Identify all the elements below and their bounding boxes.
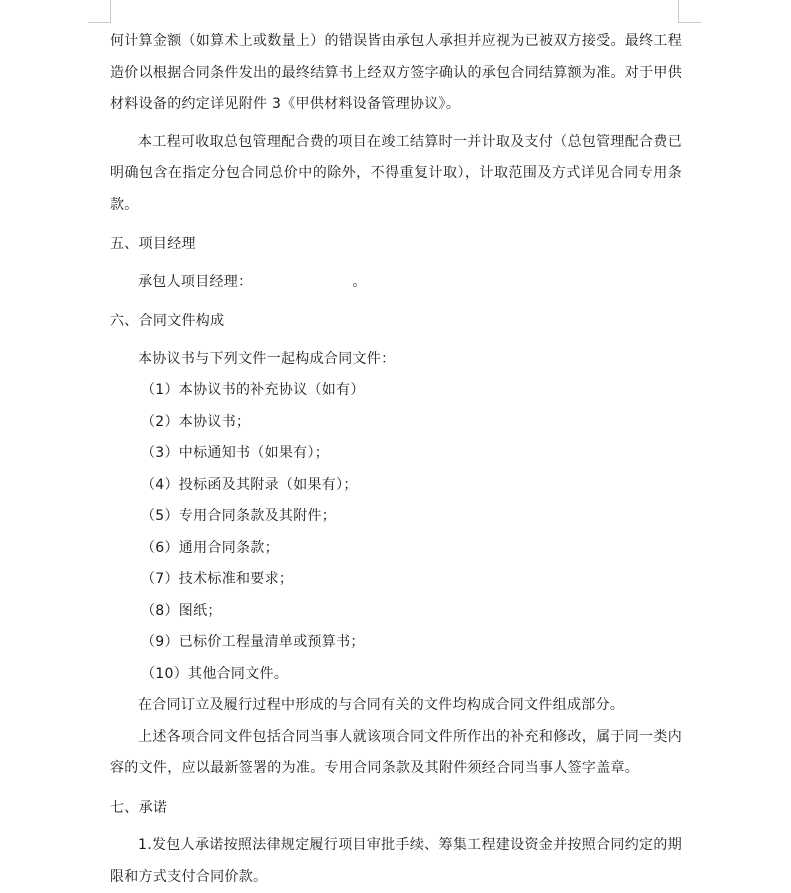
list-item: （8）图纸； — [141, 602, 222, 619]
contract-documents-intro: 本协议书与下列文件一起构成合同文件： — [138, 350, 396, 367]
list-item: （4）投标函及其附录（如果有）； — [141, 476, 358, 493]
paragraph-settlement: 何计算金额（如算术上或数量上）的错误皆由承包人承担并应视为已被双方接受。最终工程造价以根据合同条件发出的最终结算书上经双方签字确认的承包合同结算额为准。对于甲供材料设备的约定详见附件 3《甲供材料设备管理协议》。 — [110, 33, 682, 112]
paragraph-document-precedence: 上述各项合同文件包括合同当事人就该项合同文件所作出的补充和修改，属于同一类内容的文件，应以最新签署的为准。专用合同条款及其附件须经合同当事人签字盖章。 — [110, 728, 682, 776]
list-item: （9）已标价工程量清单或预算书； — [141, 634, 365, 650]
list-item: （10）其他合同文件。 — [141, 665, 289, 682]
section-heading-contract-documents: 六、合同文件构成 — [110, 313, 225, 329]
list-item: （6）通用合同条款； — [141, 539, 279, 556]
paragraph-management-fee: 本工程可收取总包管理配合费的项目在竣工结算时一并计取及支付（总包管理配合费已明确包含在指定分包合同总价中的除外，不得重复计取），计取范围及方式详见合同专用条款。 — [110, 133, 682, 213]
commitment-item-1: 1.发包人承诺按照法律规定履行项目审批手续、筹集工程建设资金并按照合同约定的期限和方式支付合同价款。 — [110, 837, 682, 885]
paragraph-document-composition: 在合同订立及履行过程中形成的与合同有关的文件均构成合同文件组成部分。 — [138, 697, 625, 713]
project-manager-line — [110, 267, 682, 299]
section-heading-commitments: 七、承诺 — [110, 799, 168, 816]
list-item: （1）本协议书的补充协议（如有） — [141, 382, 365, 398]
section-heading-project-manager: 五、项目经理 — [110, 236, 196, 252]
list-item: （2）本协议书； — [141, 413, 251, 430]
project-manager-label: 承包人项目经理： — [138, 273, 253, 290]
document-body — [110, 26, 682, 893]
project-manager-end: 。 — [352, 273, 367, 290]
crop-mark-top-right — [678, 0, 701, 23]
list-item: （3）中标通知书（如果有）； — [141, 445, 330, 461]
list-item: （7）技术标准和要求； — [141, 571, 294, 587]
list-item: （5）专用合同条款及其附件； — [141, 508, 337, 524]
crop-mark-top-left — [88, 0, 111, 23]
